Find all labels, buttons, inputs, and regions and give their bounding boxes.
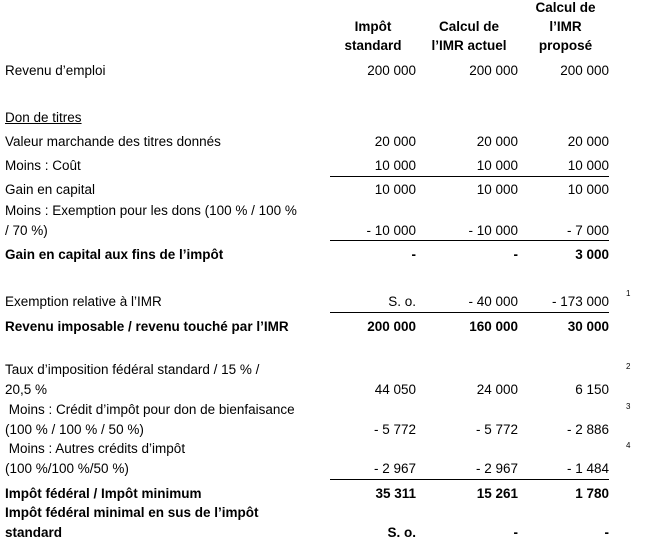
label-impot-minimal-sus-line1: Impôt fédéral minimal en sus de l’impôt	[5, 505, 259, 520]
label-taux-imposition-line2: 20,5 %	[5, 382, 48, 397]
label-impot-minimal-sus-line2: standard	[5, 525, 63, 540]
label-exemption-dons-line1: Moins : Exemption pour les dons (100 % / 100 %	[5, 203, 297, 218]
label-impot-federal: Impôt fédéral / Impôt minimum	[5, 486, 202, 501]
label-valeur-marchande: Valeur marchande des titres donnés	[5, 134, 221, 149]
value-credit-don-actuel: - 5 772	[475, 422, 518, 437]
footnote-1: 1	[626, 289, 631, 298]
value-revenu-emploi-propose: 200 000	[560, 63, 609, 78]
value-revenu-imposable-propose: 30 000	[567, 319, 609, 334]
value-impot-minimal-sus-actuel: -	[513, 525, 518, 540]
value-impot-minimal-sus-propose: -	[604, 525, 609, 540]
value-taux-imposition-propose: 6 150	[575, 382, 609, 397]
rule-after-autres-credits	[330, 479, 609, 480]
label-gain-capital: Gain en capital	[5, 182, 96, 197]
label-revenu-emploi: Revenu d’emploi	[5, 63, 106, 78]
value-valeur-marchande-propose: 20 000	[567, 134, 609, 149]
rule-after-exemption-dons	[330, 240, 609, 241]
header-imr-propose: Calcul de l’IMR proposé	[535, 0, 596, 53]
value-moins-cout-propose: 10 000	[567, 158, 609, 173]
value-gain-capital-actuel: 10 000	[476, 182, 518, 197]
value-exemption-imr-actuel: - 40 000	[468, 294, 518, 309]
value-impot-federal-actuel: 15 261	[476, 486, 518, 501]
value-valeur-marchande-actuel: 20 000	[476, 134, 518, 149]
value-gain-fins-impot-actuel: -	[513, 247, 518, 262]
label-credit-don-line2: (100 % / 100 % / 50 %)	[5, 422, 144, 437]
footnote-2: 2	[626, 362, 631, 371]
footnote-3: 3	[626, 402, 631, 411]
label-revenu-imposable: Revenu imposable / revenu touché par l’IMR	[5, 319, 289, 334]
header-impot-standard: Impôt standard	[344, 19, 402, 53]
value-revenu-imposable-standard: 200 000	[367, 319, 416, 334]
value-revenu-imposable-actuel: 160 000	[469, 319, 518, 334]
value-gain-capital-propose: 10 000	[567, 182, 609, 197]
value-credit-don-propose: - 2 886	[566, 422, 609, 437]
value-taux-imposition-actuel: 24 000	[476, 382, 518, 397]
label-moins-cout: Moins : Coût	[5, 158, 81, 173]
value-valeur-marchande-standard: 20 000	[374, 134, 416, 149]
label-gain-fins-impot: Gain en capital aux fins de l’impôt	[5, 247, 224, 262]
label-exemption-dons-line2: / 70 %)	[5, 223, 48, 238]
value-revenu-emploi-standard: 200 000	[367, 63, 416, 78]
label-exemption-imr: Exemption relative à l’IMR	[5, 294, 162, 309]
value-impot-federal-propose: 1 780	[575, 486, 609, 501]
value-moins-cout-actuel: 10 000	[476, 158, 518, 173]
value-impot-federal-standard: 35 311	[375, 486, 416, 501]
value-gain-fins-impot-standard: -	[411, 247, 416, 262]
rule-after-exemption-imr	[330, 312, 609, 313]
label-autres-credits-line1: Moins : Autres crédits d’impôt	[5, 441, 186, 456]
value-autres-credits-actuel: - 2 967	[475, 461, 518, 476]
value-exemption-dons-actuel: - 10 000	[468, 223, 518, 238]
value-autres-credits-propose: - 1 484	[566, 461, 609, 476]
value-impot-minimal-sus-standard: S. o.	[387, 525, 416, 540]
label-autres-credits-line2: (100 %/100 %/50 %)	[5, 461, 129, 476]
value-moins-cout-standard: 10 000	[374, 158, 416, 173]
value-credit-don-standard: - 5 772	[373, 422, 416, 437]
value-exemption-imr-standard: S. o.	[388, 294, 416, 309]
value-gain-fins-impot-propose: 3 000	[575, 247, 609, 262]
rule-after-cout	[330, 176, 609, 177]
value-autres-credits-standard: - 2 967	[373, 461, 416, 476]
value-taux-imposition-standard: 44 050	[374, 382, 416, 397]
value-gain-capital-standard: 10 000	[374, 182, 416, 197]
label-credit-don-line1: Moins : Crédit d’impôt pour don de bienfaisance	[5, 402, 295, 417]
header-imr-actuel: Calcul de l’IMR actuel	[431, 19, 507, 53]
value-exemption-dons-propose: - 7 000	[566, 223, 609, 238]
value-exemption-imr-propose: - 173 000	[551, 294, 609, 309]
label-taux-imposition-line1: Taux d’imposition fédéral standard / 15 % /	[5, 362, 260, 377]
footnote-4: 4	[626, 441, 631, 450]
value-revenu-emploi-actuel: 200 000	[469, 63, 518, 78]
value-exemption-dons-standard: - 10 000	[366, 223, 416, 238]
section-don-titres: Don de titres	[5, 110, 82, 125]
